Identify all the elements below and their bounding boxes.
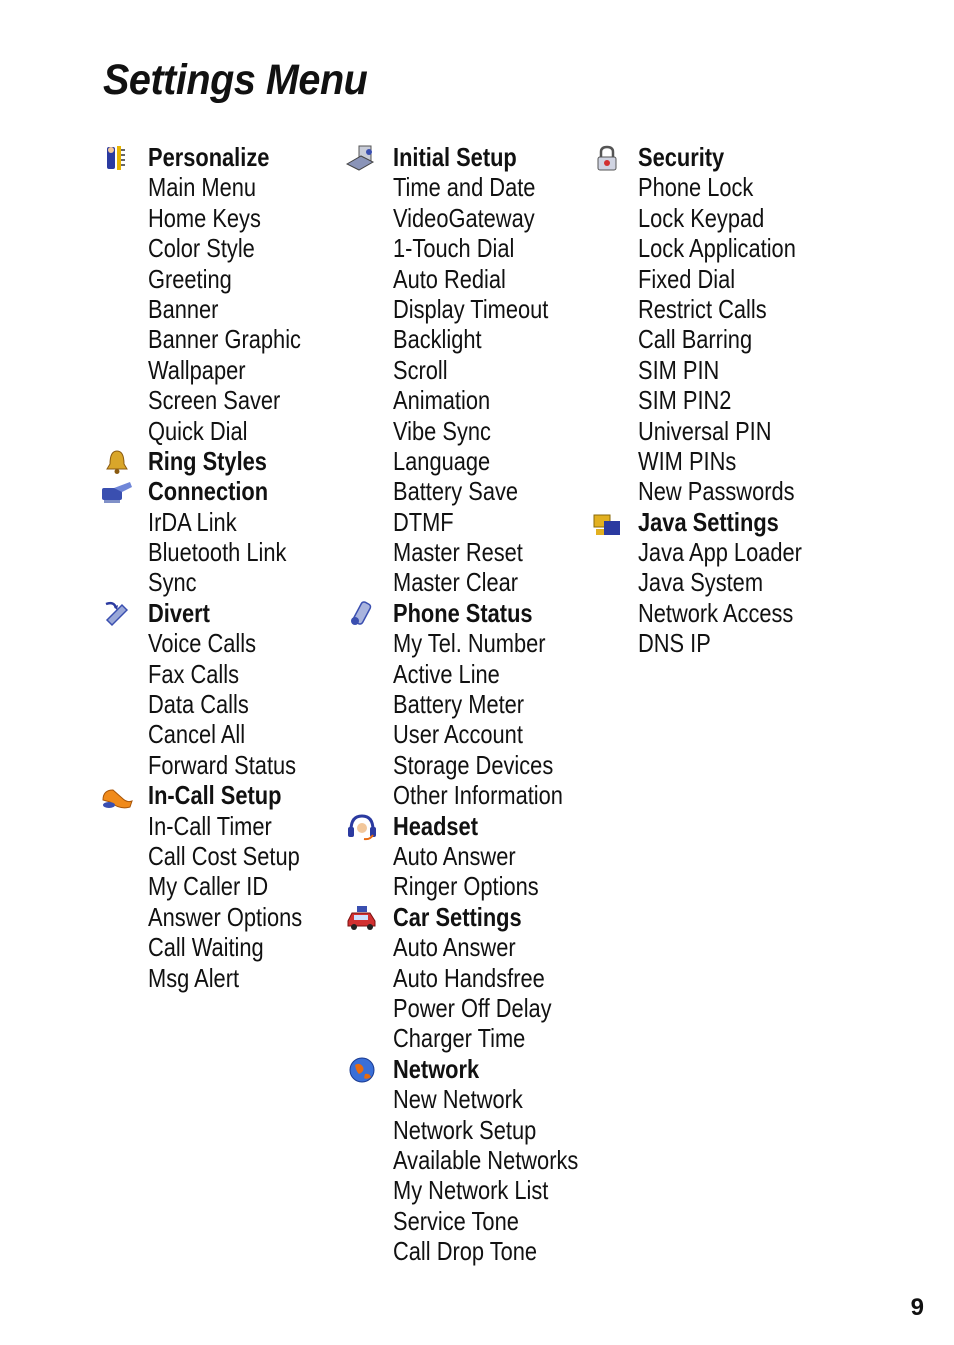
menu-item-color-style (100, 233, 340, 263)
menu-item-label: SIM PIN (638, 354, 720, 385)
menu-heading-java-settings (590, 507, 830, 537)
personalize-icon (100, 144, 134, 172)
menu-item-lock-keypad (590, 203, 830, 233)
menu-item-label: Auto Answer (393, 932, 516, 963)
menu-item-label: Available Networks (393, 1144, 579, 1175)
menu-item-label: Active Line (393, 658, 500, 689)
menu-item-label: Banner Graphic (148, 324, 301, 355)
menu-heading-label: Divert (148, 597, 210, 628)
menu-item-forward-status (100, 750, 340, 780)
menu-item-label: My Network List (393, 1175, 549, 1206)
globe-icon (345, 1056, 379, 1084)
menu-item-label: Bluetooth Link (148, 537, 287, 568)
menu-heading-network (345, 1054, 585, 1084)
menu-heading-label: Security (638, 142, 725, 172)
menu-item-label: SIM PIN2 (638, 385, 732, 416)
menu-item-fax-calls (100, 659, 340, 689)
menu-item-label: VideoGateway (393, 202, 535, 233)
menu-item-label: Universal PIN (638, 415, 772, 446)
menu-column-3 (590, 142, 830, 659)
menu-item-label: Color Style (148, 233, 255, 264)
menu-item-label: Animation (393, 385, 491, 416)
menu-heading-phone-status (345, 598, 585, 628)
menu-item-label: In-Call Timer (148, 810, 272, 841)
menu-item-label: Master Clear (393, 567, 519, 598)
menu-item-banner (100, 294, 340, 324)
menu-item-label: Cancel All (148, 719, 246, 750)
menu-item-label: Lock Application (638, 233, 796, 264)
headset-icon (345, 813, 379, 841)
menu-item-label: My Tel. Number (393, 628, 546, 659)
menu-item-screen-saver (100, 385, 340, 415)
menu-heading-label: Initial Setup (393, 142, 517, 172)
menu-heading-personalize (100, 142, 340, 172)
menu-item-my-network-list (345, 1175, 585, 1205)
menu-heading-label: Personalize (148, 142, 270, 172)
menu-item-new-passwords (590, 476, 830, 506)
menu-item-master-reset (345, 537, 585, 567)
menu-item-label: Call Waiting (148, 932, 264, 963)
menu-item-charger-time (345, 1023, 585, 1053)
menu-item-new-network (345, 1084, 585, 1114)
menu-item-sim-pin2 (590, 385, 830, 415)
menu-heading-label: In-Call Setup (148, 780, 282, 811)
menu-item-active-line (345, 659, 585, 689)
menu-heading-label: Java Settings (638, 506, 779, 537)
menu-column-2 (345, 142, 585, 1266)
menu-item-label: DNS IP (638, 628, 711, 659)
menu-item-label: Power Off Delay (393, 992, 552, 1023)
menu-item-label: Main Menu (148, 172, 257, 203)
menu-item-quick-dial (100, 416, 340, 446)
menu-item-service-tone (345, 1206, 585, 1236)
menu-item-answer-options (100, 902, 340, 932)
menu-item-power-off-delay (345, 993, 585, 1023)
menu-item-label: Vibe Sync (393, 415, 491, 446)
menu-item-label: Display Timeout (393, 293, 549, 324)
menu-item-network-setup (345, 1115, 585, 1145)
menu-heading-connection (100, 476, 340, 506)
menu-item-storage-devices (345, 750, 585, 780)
menu-item-display-timeout (345, 294, 585, 324)
menu-item-label: Fax Calls (148, 658, 240, 689)
menu-item-label: Greeting (148, 263, 232, 294)
lock-icon (590, 144, 624, 172)
menu-item-label: Sync (148, 567, 197, 598)
menu-heading-initial-setup (345, 142, 585, 172)
menu-item-lock-application (590, 233, 830, 263)
menu-item-dtmf (345, 507, 585, 537)
menu-item-label: Answer Options (148, 901, 303, 932)
divert-icon (100, 600, 134, 628)
menu-heading-divert (100, 598, 340, 628)
menu-item-backlight (345, 324, 585, 354)
menu-heading-label: Car Settings (393, 901, 522, 932)
menu-item-label: Call Barring (638, 324, 753, 355)
menu-item-call-drop-tone (345, 1236, 585, 1266)
menu-item-animation (345, 385, 585, 415)
menu-item-available-networks (345, 1145, 585, 1175)
menu-item-label: Language (393, 445, 491, 476)
menu-item-fixed-dial (590, 264, 830, 294)
menu-column-1 (100, 142, 340, 993)
menu-item-voice-calls (100, 628, 340, 658)
menu-item-label: Auto Answer (393, 840, 516, 871)
menu-item-greeting (100, 264, 340, 294)
menu-item-label: Msg Alert (148, 962, 240, 993)
menu-item-label: Forward Status (148, 749, 297, 780)
menu-item-msg-alert (100, 963, 340, 993)
menu-item-my-caller-id (100, 871, 340, 901)
menu-item-label: DTMF (393, 506, 454, 537)
page-title: Settings Menu (103, 56, 368, 104)
menu-item-label: Restrict Calls (638, 293, 767, 324)
menu-heading-in-call-setup (100, 780, 340, 810)
menu-item-label: Home Keys (148, 202, 261, 233)
menu-item-label: Auto Handsfree (393, 962, 545, 993)
initial-setup-icon (345, 144, 379, 172)
menu-item-universal-pin (590, 416, 830, 446)
menu-heading-label: Network (393, 1053, 480, 1084)
menu-item-label: Voice Calls (148, 628, 257, 659)
menu-item-label: Fixed Dial (638, 263, 736, 294)
menu-heading-security (590, 142, 830, 172)
menu-item-auto-answer (345, 841, 585, 871)
menu-item-restrict-calls (590, 294, 830, 324)
menu-item-label: Charger Time (393, 1023, 526, 1054)
connection-icon (100, 478, 134, 506)
menu-item-bluetooth-link (100, 537, 340, 567)
menu-item-cancel-all (100, 719, 340, 749)
menu-item-label: Master Reset (393, 537, 523, 568)
menu-item-battery-meter (345, 689, 585, 719)
menu-item-ringer-options (345, 871, 585, 901)
menu-item-master-clear (345, 567, 585, 597)
menu-item-java-app-loader (590, 537, 830, 567)
menu-heading-label: Connection (148, 476, 269, 507)
menu-item-sim-pin (590, 355, 830, 385)
menu-item-call-cost-setup (100, 841, 340, 871)
menu-item-sync (100, 567, 340, 597)
menu-item-wim-pins (590, 446, 830, 476)
menu-item-label: Time and Date (393, 172, 536, 203)
bell-icon (100, 448, 134, 476)
phone-status-icon (345, 600, 379, 628)
menu-item-label: Storage Devices (393, 749, 554, 780)
menu-item-main-menu (100, 172, 340, 202)
menu-heading-label: Phone Status (393, 597, 533, 628)
menu-heading-ring-styles (100, 446, 340, 476)
menu-item-label: New Passwords (638, 476, 795, 507)
menu-item-label: IrDA Link (148, 506, 237, 537)
menu-item-label: Java System (638, 567, 764, 598)
handset-icon (100, 782, 134, 810)
menu-item-label: Call Drop Tone (393, 1236, 538, 1267)
menu-item-label: Backlight (393, 324, 482, 355)
menu-item-call-barring (590, 324, 830, 354)
menu-item-time-and-date (345, 172, 585, 202)
menu-item-other-information (345, 780, 585, 810)
menu-item-1-touch-dial (345, 233, 585, 263)
menu-item-label: Banner (148, 293, 219, 324)
menu-item-label: New Network (393, 1084, 523, 1115)
menu-item-label: Other Information (393, 780, 563, 811)
menu-item-label: User Account (393, 719, 523, 750)
menu-item-irda-link (100, 507, 340, 537)
menu-item-label: 1-Touch Dial (393, 233, 515, 264)
menu-item-java-system (590, 567, 830, 597)
menu-item-phone-lock (590, 172, 830, 202)
menu-item-label: Phone Lock (638, 172, 754, 203)
menu-item-label: My Caller ID (148, 871, 269, 902)
menu-item-auto-handsfree (345, 963, 585, 993)
menu-item-scroll (345, 355, 585, 385)
page-number: 9 (910, 1294, 924, 1321)
menu-item-dns-ip (590, 628, 830, 658)
menu-item-vibe-sync (345, 416, 585, 446)
menu-item-label: Network Setup (393, 1114, 537, 1145)
menu-item-auto-answer (345, 932, 585, 962)
menu-item-home-keys (100, 203, 340, 233)
menu-item-label: Quick Dial (148, 415, 248, 446)
menu-item-label: Battery Save (393, 476, 519, 507)
menu-item-label: Network Access (638, 597, 794, 628)
menu-item-call-waiting (100, 932, 340, 962)
menu-heading-car-settings (345, 902, 585, 932)
menu-item-wallpaper (100, 355, 340, 385)
menu-item-label: Java App Loader (638, 537, 802, 568)
menu-item-user-account (345, 719, 585, 749)
menu-item-language (345, 446, 585, 476)
menu-item-videogateway (345, 203, 585, 233)
menu-heading-label: Headset (393, 810, 478, 841)
menu-heading-label: Ring Styles (148, 445, 267, 476)
menu-item-label: Call Cost Setup (148, 840, 300, 871)
menu-item-label: Auto Redial (393, 263, 506, 294)
menu-item-label: WIM PINs (638, 445, 737, 476)
menu-item-label: Scroll (393, 354, 448, 385)
menu-item-label: Ringer Options (393, 871, 539, 902)
menu-item-my-tel-number (345, 628, 585, 658)
menu-heading-headset (345, 811, 585, 841)
menu-item-banner-graphic (100, 324, 340, 354)
menu-item-battery-save (345, 476, 585, 506)
menu-item-network-access (590, 598, 830, 628)
menu-item-label: Screen Saver (148, 385, 281, 416)
menu-item-data-calls (100, 689, 340, 719)
menu-item-label: Service Tone (393, 1205, 519, 1236)
menu-item-in-call-timer (100, 811, 340, 841)
car-icon (345, 904, 379, 932)
menu-item-label: Battery Meter (393, 689, 525, 720)
menu-item-label: Lock Keypad (638, 202, 765, 233)
menu-item-auto-redial (345, 264, 585, 294)
java-icon (590, 509, 624, 537)
menu-item-label: Wallpaper (148, 354, 246, 385)
menu-item-label: Data Calls (148, 689, 249, 720)
